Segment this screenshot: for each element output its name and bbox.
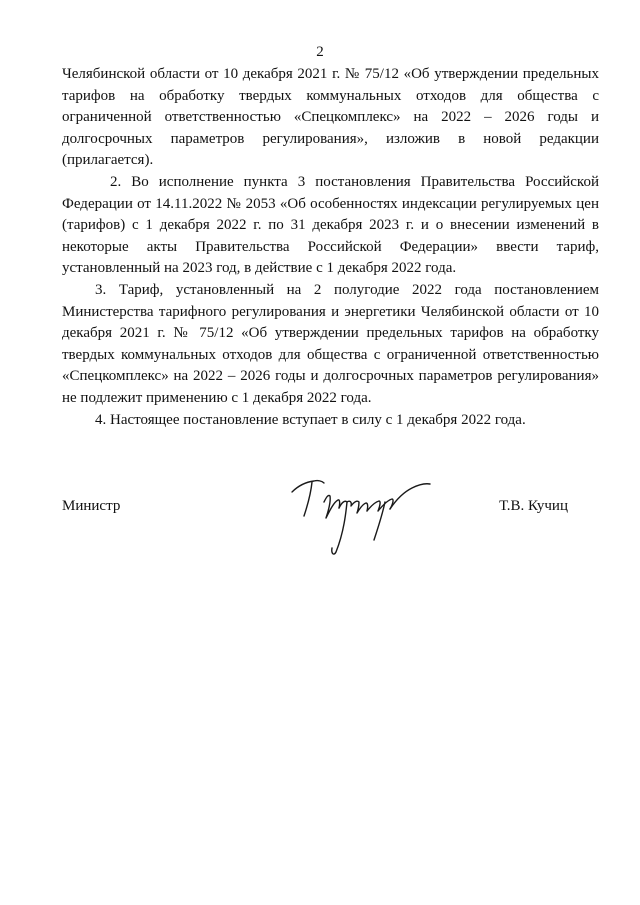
signatory-title: Министр	[62, 498, 121, 514]
signature-block	[62, 472, 568, 562]
document-body	[62, 64, 599, 431]
paragraph-item-2: 2. Во исполнение пункта 3 постановления Правительства Российской Федерации от 14.11.2022 № 2053 «Об особенностях индексации регулируемых цен (тарифов) с 1 декабря 2022 г. по 31 декабря 2023 г. и о внесении изменений в некоторые акты Правительства Российской Федерации» ввести тариф, установленный на 2023 год, в действие с 1 декабря 2022 года.	[62, 173, 599, 277]
paragraph-continuation: Челябинской области от 10 декабря 2021 г. № 75/12 «Об утверждении предельных тарифов на обработку твердых коммунальных отходов для общества с ограниченной ответственностью «Спецкомплекс» на 2022 – 2026 годы и долгосрочных параметров регулирования», изложив в новой редакции (прилагается).	[62, 66, 599, 169]
handwritten-signature	[284, 472, 444, 558]
paragraph-item-4: 4. Настоящее постановление вступает в силу с 1 декабря 2022 года.	[95, 411, 526, 428]
paragraph-item-3: 3. Тариф, установленный на 2 полугодие 2022 года постановлением Министерства тарифного регулирования и энергетики Челябинской области от 10 декабря 2021 г. № 75/12 «Об утверждении предельных тарифов на обработку твердых коммунальных отходов для общества с ограниченной ответственностью «Спецкомплекс» на 2022 – 2026 годы и долгосрочных параметров регулирования» не подлежит применению с 1 декабря 2022 года.	[62, 281, 599, 406]
page-number: 2	[316, 44, 324, 60]
signatory-name: Т.В. Кучиц	[499, 498, 568, 514]
